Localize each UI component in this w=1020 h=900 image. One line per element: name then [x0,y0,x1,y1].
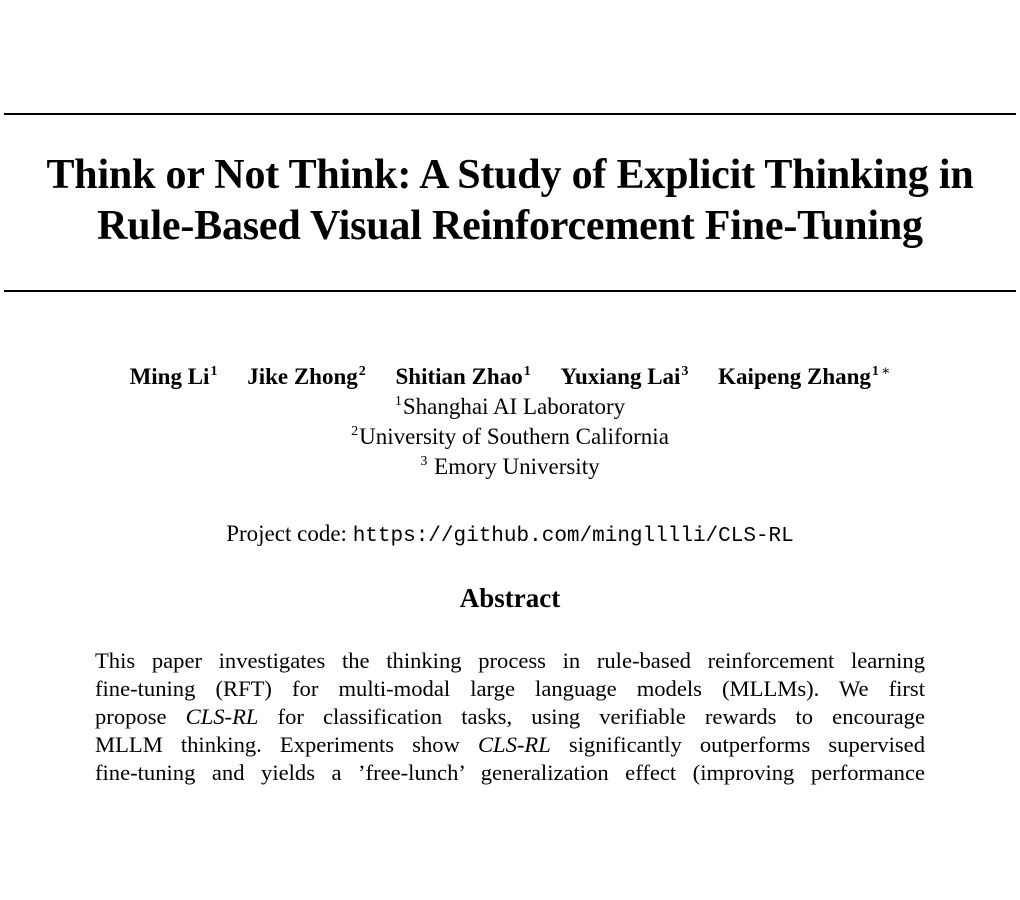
abstract-line [95,759,925,787]
author-affil-mark: 1 [871,364,879,379]
author-list [0,362,1020,396]
author-jike-zhong [247,362,366,396]
abstract-heading: Abstract [459,583,561,613]
corresponding-author-mark: ∗ [880,364,891,379]
author-name: Ming Li [129,364,210,389]
affiliation-2 [0,422,1020,456]
affiliation-name: Emory University [428,454,600,479]
author-kaipeng-zhang [718,362,890,396]
paper-title [0,150,1020,252]
author-affil-mark: 3 [681,364,689,379]
abstract-text: fine-tuning (RFT) for multi-modal large language models (MLLMs). We first [95,676,925,701]
abstract-line [95,703,925,731]
affiliation-name: Shanghai AI Laboratory [402,394,626,419]
abstract-line [95,675,925,703]
abstract-text: propose [95,704,186,729]
affiliation-number: 2 [351,424,359,439]
affiliation-name: University of Southern California [359,424,669,449]
author-affil-mark: 1 [210,364,218,379]
affiliation-number: 3 [420,454,428,469]
abstract-text: fine-tuning and yields a ’free-lunch’ generalization effect (improving performance [95,760,925,785]
bottom-rule [4,290,1016,292]
top-rule [4,113,1016,115]
project-code-label: Project code: [226,521,353,546]
title-line-2: Rule-Based Visual Reinforcement Fine-Tuning [97,203,923,249]
abstract-text: MLLM thinking. Experiments show [95,732,478,757]
author-name: Shitian Zhao [395,364,523,389]
author-name: Kaipeng Zhang [718,364,871,389]
method-name: CLS-RL [185,704,259,729]
author-affil-mark: 2 [358,364,366,379]
abstract-line [95,647,925,675]
author-name: Jike Zhong [247,364,358,389]
title-line-1: Think or Not Think: A Study of Explicit Thinking in [46,152,974,198]
project-code-line [0,519,1020,552]
author-yuxiang-lai [560,362,688,396]
author-ming-li [130,362,218,396]
affiliation-1 [0,392,1020,426]
abstract-body [95,647,925,787]
affiliation-3 [0,452,1020,486]
abstract-text: This paper investigates the thinking process in rule-based reinforcement learning [95,648,925,673]
method-name: CLS-RL [477,732,551,757]
project-code-link[interactable]: https://github.com/minglllli/CLS-RL [352,525,794,548]
author-affil-mark: 1 [523,364,531,379]
affiliation-number: 1 [394,394,402,409]
author-name: Yuxiang Lai [560,364,681,389]
abstract-line [95,731,925,759]
author-shitian-zhao [396,362,531,396]
abstract-text: significantly outperforms supervised [550,732,925,757]
abstract-text: for classification tasks, using verifiable rewards to encourage [258,704,925,729]
